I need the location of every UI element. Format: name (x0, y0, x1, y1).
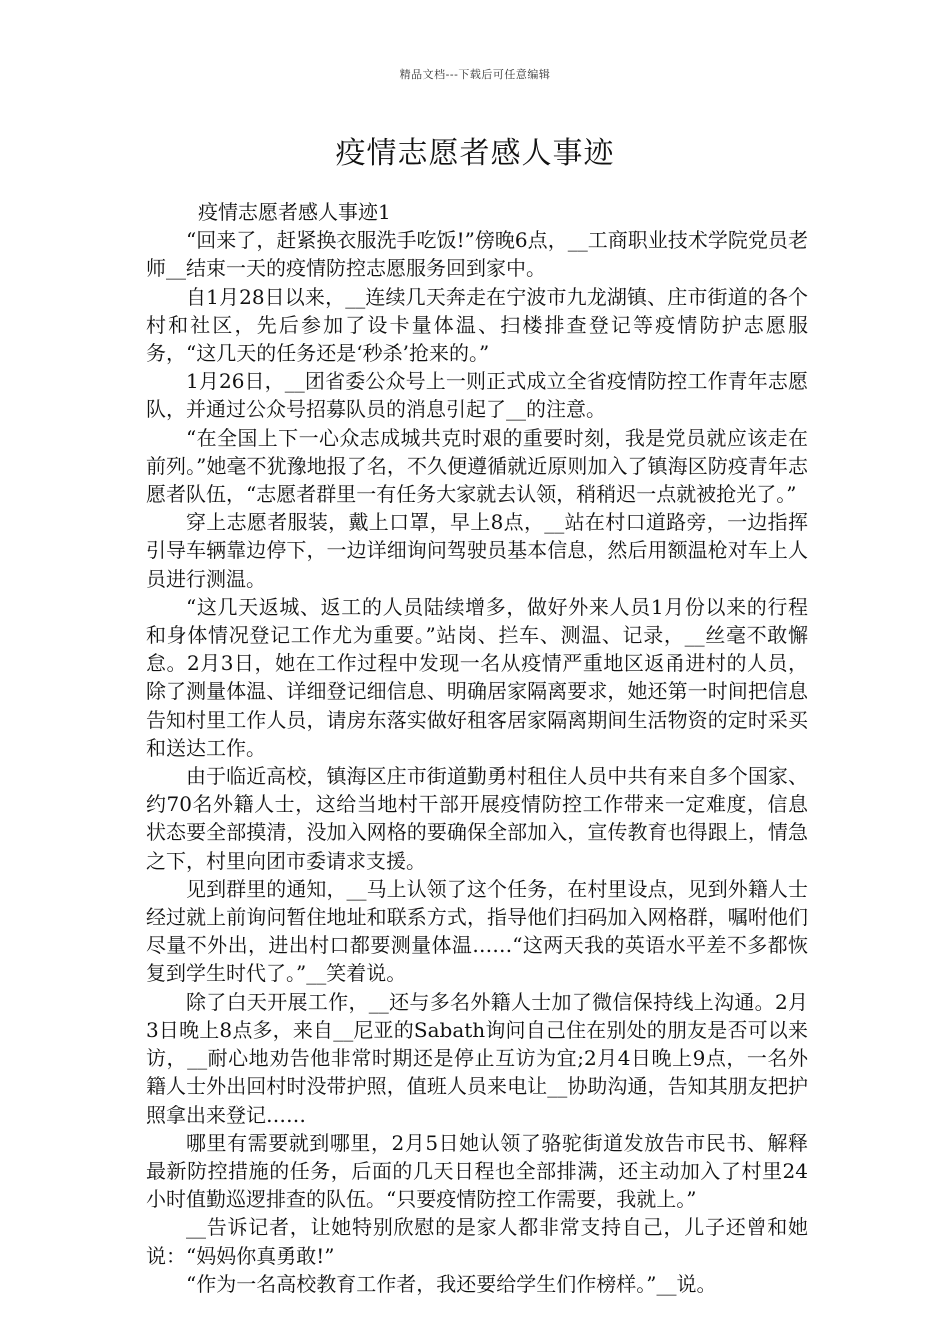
paragraph: “这几天返城、返工的人员陆续增多，做好外来人员1月份以来的行程和身体情况登记工作尤为重要。”站岗、拦车、测温、记录，__丝毫不敢懈怠。2月3日，她在工作过程中发现一名从疫情严重地区返甬进村的人员，除了测量体温、详细登记细信息、明确居家隔离要求，她还第一时间把信息告知村里工作人员，请房东落实做好租客居家隔离期间生活物资的定时采买和送达工作。 (146, 594, 808, 760)
paragraph: 自1月28日以来，__连续几天奔走在宁波市九龙湖镇、庄市街道的各个村和社区，先后参加了设卡量体温、扫楼排查登记等疫情防护志愿服务，“这几天的任务还是‘秒杀’抢来的。” (146, 284, 808, 366)
paragraph: “回来了，赶紧换衣服洗手吃饭!”傍晚6点，__工商职业技术学院党员老师__结束一天的疫情防控志愿服务回到家中。 (146, 228, 808, 281)
document-body (146, 198, 808, 1298)
paragraph: 见到群里的通知，__马上认领了这个任务，在村里设点，见到外籍人士经过就上前询问暂住地址和联系方式，指导他们扫码加入网格群，嘱咐他们尽量不外出，进出村口都要测量体温……“这两天我的英语水平差不多都恢复到学生时代了。”__笑着说。 (146, 876, 808, 986)
paragraph: __告诉记者，让她特别欣慰的是家人都非常支持自己，儿子还曾和她说：“妈妈你真勇敢!” (146, 1215, 808, 1268)
paragraph: 哪里有需要就到哪里，2月5日她认领了骆驼街道发放告市民书、解释最新防控措施的任务，后面的几天日程也全部排满，还主动加入了村里24小时值勤巡逻排查的队伍。“只要疫情防控工作需要，我就上。” (146, 1130, 808, 1212)
paragraph: “作为一名高校教育工作者，我还要给学生们作榜样。”__说。 (186, 1271, 717, 1296)
header-note: 精品文档---下载后可任意编辑 (399, 68, 551, 81)
paragraph: “在全国上下一心众志成城共克时艰的重要时刻，我是党员就应该走在前列。”她毫不犹豫地报了名，不久便遵循就近原则加入了镇海区防疫青年志愿者队伍，“志愿者群里一有任务大家就去认领，稍稍迟一点就被抢光了。” (146, 425, 808, 507)
paragraph: 1月26日，__团省委公众号上一则正式成立全省疫情防控工作青年志愿队，并通过公众号招募队员的消息引起了__的注意。 (146, 369, 808, 422)
paragraph: 除了白天开展工作，__还与多名外籍人士加了微信保持线上沟通。2月3日晚上8点多，来自__尼亚的Sabath询问自己住在别处的朋友是否可以来访，__耐心地劝告他非常时期还是停止互访为宜;2月4日晚上9点，一名外籍人士外出回村时没带护照，值班人员来电让__协助沟通，告知其朋友把护照拿出来登记…… (146, 989, 808, 1127)
paragraph: 由于临近高校，镇海区庄市街道勤勇村租住人员中共有来自多个国家、约70名外籍人士，这给当地村干部开展疫情防控工作带来一定难度，信息状态要全部摸清，没加入网格的要确保全部加入，宣传教育也得跟上，情急之下，村里向团市委请求支援。 (146, 764, 808, 873)
section-subtitle: 疫情志愿者感人事迹1 (198, 200, 391, 224)
document-title: 疫情志愿者感人事迹 (335, 136, 615, 171)
paragraph: 穿上志愿者服装，戴上口罩，早上8点，__站在村口道路旁，一边指挥引导车辆靠边停下，一边详细询问驾驶员基本信息，然后用额温枪对车上人员进行测温。 (146, 510, 808, 591)
